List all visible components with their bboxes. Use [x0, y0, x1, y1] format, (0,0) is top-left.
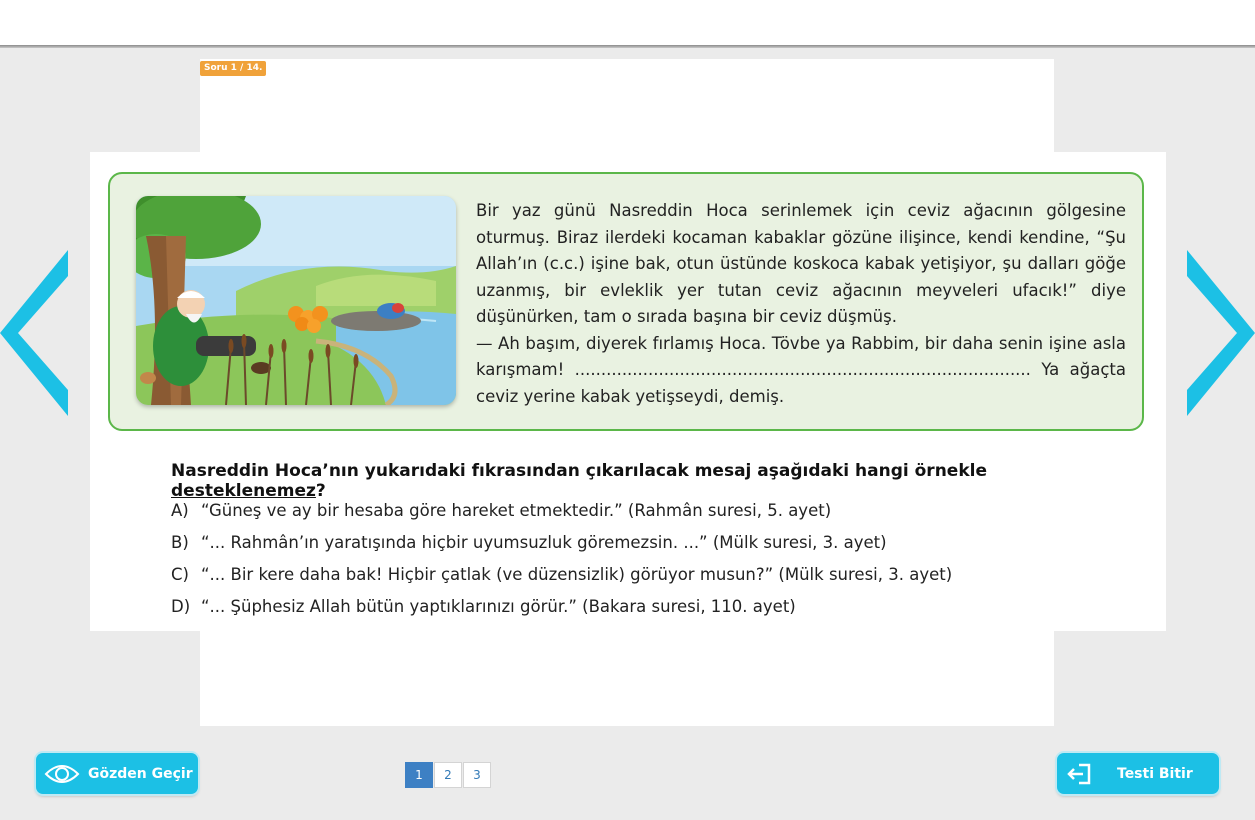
next-question-button[interactable]	[1185, 250, 1255, 416]
option-b[interactable]	[171, 529, 1131, 561]
finish-test-button-label: Testi Bitir	[1117, 765, 1193, 782]
review-button[interactable]	[36, 753, 198, 794]
option-letter: C)	[171, 565, 189, 584]
chevron-right-icon	[1185, 250, 1255, 416]
page-1[interactable]: 1	[405, 762, 433, 788]
option-a[interactable]	[171, 497, 1131, 529]
story-paragraph-1: Bir yaz günü Nasreddin Hoca serinlemek için ceviz ağacının gölgesine oturmuş. Biraz ilerdeki kocaman kabaklar gözüne ilişince, kendi kendine, “Şu Allah’ın (c.c.) işine bak, otun üstünde koskoca kabak yetişiyor, şu dalları göğe uzanmış, bir evleklik yer tutan ceviz ağacının meyveleri ufacık!” diye düşünürken, tam o sırada başına bir ceviz düşmüş.	[476, 201, 1126, 326]
story-illustration	[136, 196, 456, 405]
top-bar	[0, 0, 1255, 45]
eye-icon	[44, 762, 80, 786]
option-text: “... Bir kere daha bak! Hiçbir çatlak (ve düzensizlik) görüyor musun?” (Mülk suresi, 3. ayet)	[201, 565, 953, 584]
finish-test-button[interactable]	[1057, 753, 1219, 794]
question-text-start: Nasreddin Hoca’nın yukarıdaki fıkrasından çıkarılacak mesaj aşağıdaki hangi örnekle	[171, 461, 987, 481]
option-text: “... Şüphesiz Allah bütün yaptıklarınızı görür.” (Bakara suresi, 110. ayet)	[201, 597, 796, 616]
previous-question-button[interactable]	[0, 250, 70, 416]
story-text	[476, 198, 1126, 410]
exit-icon	[1067, 763, 1091, 785]
option-text: “... Rahmân’ın yaratışında hiçbir uyumsuzluk göremezsin. ...” (Mülk suresi, 3. ayet)	[201, 533, 887, 552]
option-d[interactable]	[171, 593, 1131, 625]
question-counter-badge: Soru 1 / 14.	[200, 61, 266, 76]
review-button-label: Gözden Geçir	[88, 765, 193, 782]
answer-options	[171, 497, 1131, 625]
story-paragraph-2: — Ah başım, diyerek fırlamış Hoca. Tövbe ya Rabbim, bir daha senin işine asla karışmam! ....................................................................................... Ya ağaçta ceviz yerine kabak yetişseydi, demiş.	[476, 333, 1126, 406]
question-keyword: desteklenemez	[171, 481, 316, 501]
option-letter: D)	[171, 597, 191, 616]
pagination	[405, 762, 492, 788]
question-text-end: ?	[315, 481, 326, 501]
option-c[interactable]	[171, 561, 1131, 593]
option-letter: B)	[171, 533, 189, 552]
top-divider	[0, 45, 1255, 48]
page-3[interactable]: 3	[463, 762, 491, 788]
option-letter: A)	[171, 501, 189, 520]
chevron-left-icon	[0, 250, 70, 416]
question-text	[171, 461, 1131, 501]
option-text: “Güneş ve ay bir hesaba göre hareket etmektedir.” (Rahmân suresi, 5. ayet)	[201, 501, 832, 520]
page-2[interactable]: 2	[434, 762, 462, 788]
